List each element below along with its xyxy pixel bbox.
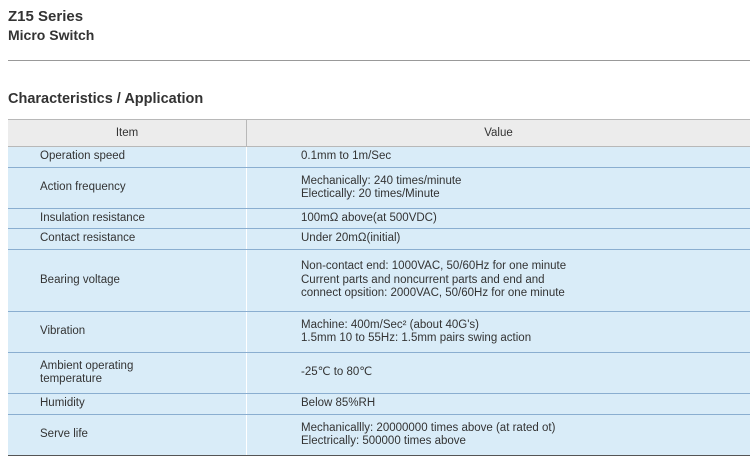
value-text: Current parts and noncurrent parts and end and [301, 273, 545, 286]
value-cell [247, 250, 750, 312]
value-text: connect opsition: 2000VAC, 50/60Hz for one minute [301, 287, 565, 300]
value-text: Mechanicallly: 20000000 times above (at rated ot) [301, 421, 556, 434]
item-text: Contact resistance [40, 232, 136, 245]
page-header [8, 8, 94, 44]
value-cell [247, 312, 750, 353]
item-text: Action frequency [40, 181, 126, 194]
table-row [8, 312, 750, 353]
item-cell [8, 209, 247, 229]
item-cell [8, 147, 247, 168]
column-header-item: Item [8, 120, 247, 147]
value-cell [247, 229, 750, 250]
item-cell [8, 250, 247, 312]
header-divider [8, 60, 750, 61]
item-cell [8, 229, 247, 250]
table-row [8, 415, 750, 456]
value-text: 1.5mm 10 to 55Hz: 1.5mm pairs swing action [301, 332, 532, 344]
item-cell [8, 312, 247, 353]
value-cell [247, 209, 750, 229]
value-cell [247, 353, 750, 394]
item-text: Ambient operating [40, 359, 134, 372]
value-text: 0.1mm to 1m/Sec [301, 150, 392, 163]
table-row [8, 168, 750, 209]
item-cell [8, 415, 247, 456]
table-body [8, 147, 750, 456]
item-cell [8, 168, 247, 209]
item-cell [8, 394, 247, 415]
value-text: 100mΩ above(at 500VDC) [301, 211, 437, 224]
series-title: Z15 Series [8, 8, 84, 25]
value-cell [247, 168, 750, 209]
item-text: Bearing voltage [40, 273, 120, 286]
table-row [8, 147, 750, 168]
value-text: Below 85%RH [301, 397, 376, 410]
table-row [8, 229, 750, 250]
value-text: Machine: 400m/Sec² (about 40G's) [301, 318, 479, 331]
characteristics-table [8, 119, 750, 456]
table-header-row [8, 120, 750, 147]
value-cell [247, 147, 750, 168]
table-row [8, 250, 750, 312]
item-text: temperature [40, 373, 103, 385]
table-row [8, 394, 750, 415]
item-text: Insulation resistance [40, 211, 145, 224]
column-header-value: Value [247, 120, 750, 147]
value-text: Non-contact end: 1000VAC, 50/60Hz for one minute [301, 260, 567, 273]
value-text: -25℃ to 80℃ [301, 366, 373, 379]
value-text: Under 20mΩ(initial) [301, 232, 401, 245]
value-text: Mechanically: 240 times/minute [301, 174, 462, 187]
item-text: Operation speed [40, 150, 126, 163]
section-title: Characteristics / Application [8, 91, 204, 107]
item-text: Vibration [40, 325, 86, 338]
value-cell [247, 394, 750, 415]
item-text: Humidity [40, 397, 85, 410]
value-text: Electically: 20 times/Minute [301, 188, 440, 200]
value-text: Electrically: 500000 times above [301, 435, 466, 447]
table-row [8, 209, 750, 229]
item-cell [8, 353, 247, 394]
table-row [8, 353, 750, 394]
value-cell [247, 415, 750, 456]
item-text: Serve life [40, 428, 88, 441]
product-title: Micro Switch [8, 27, 95, 43]
